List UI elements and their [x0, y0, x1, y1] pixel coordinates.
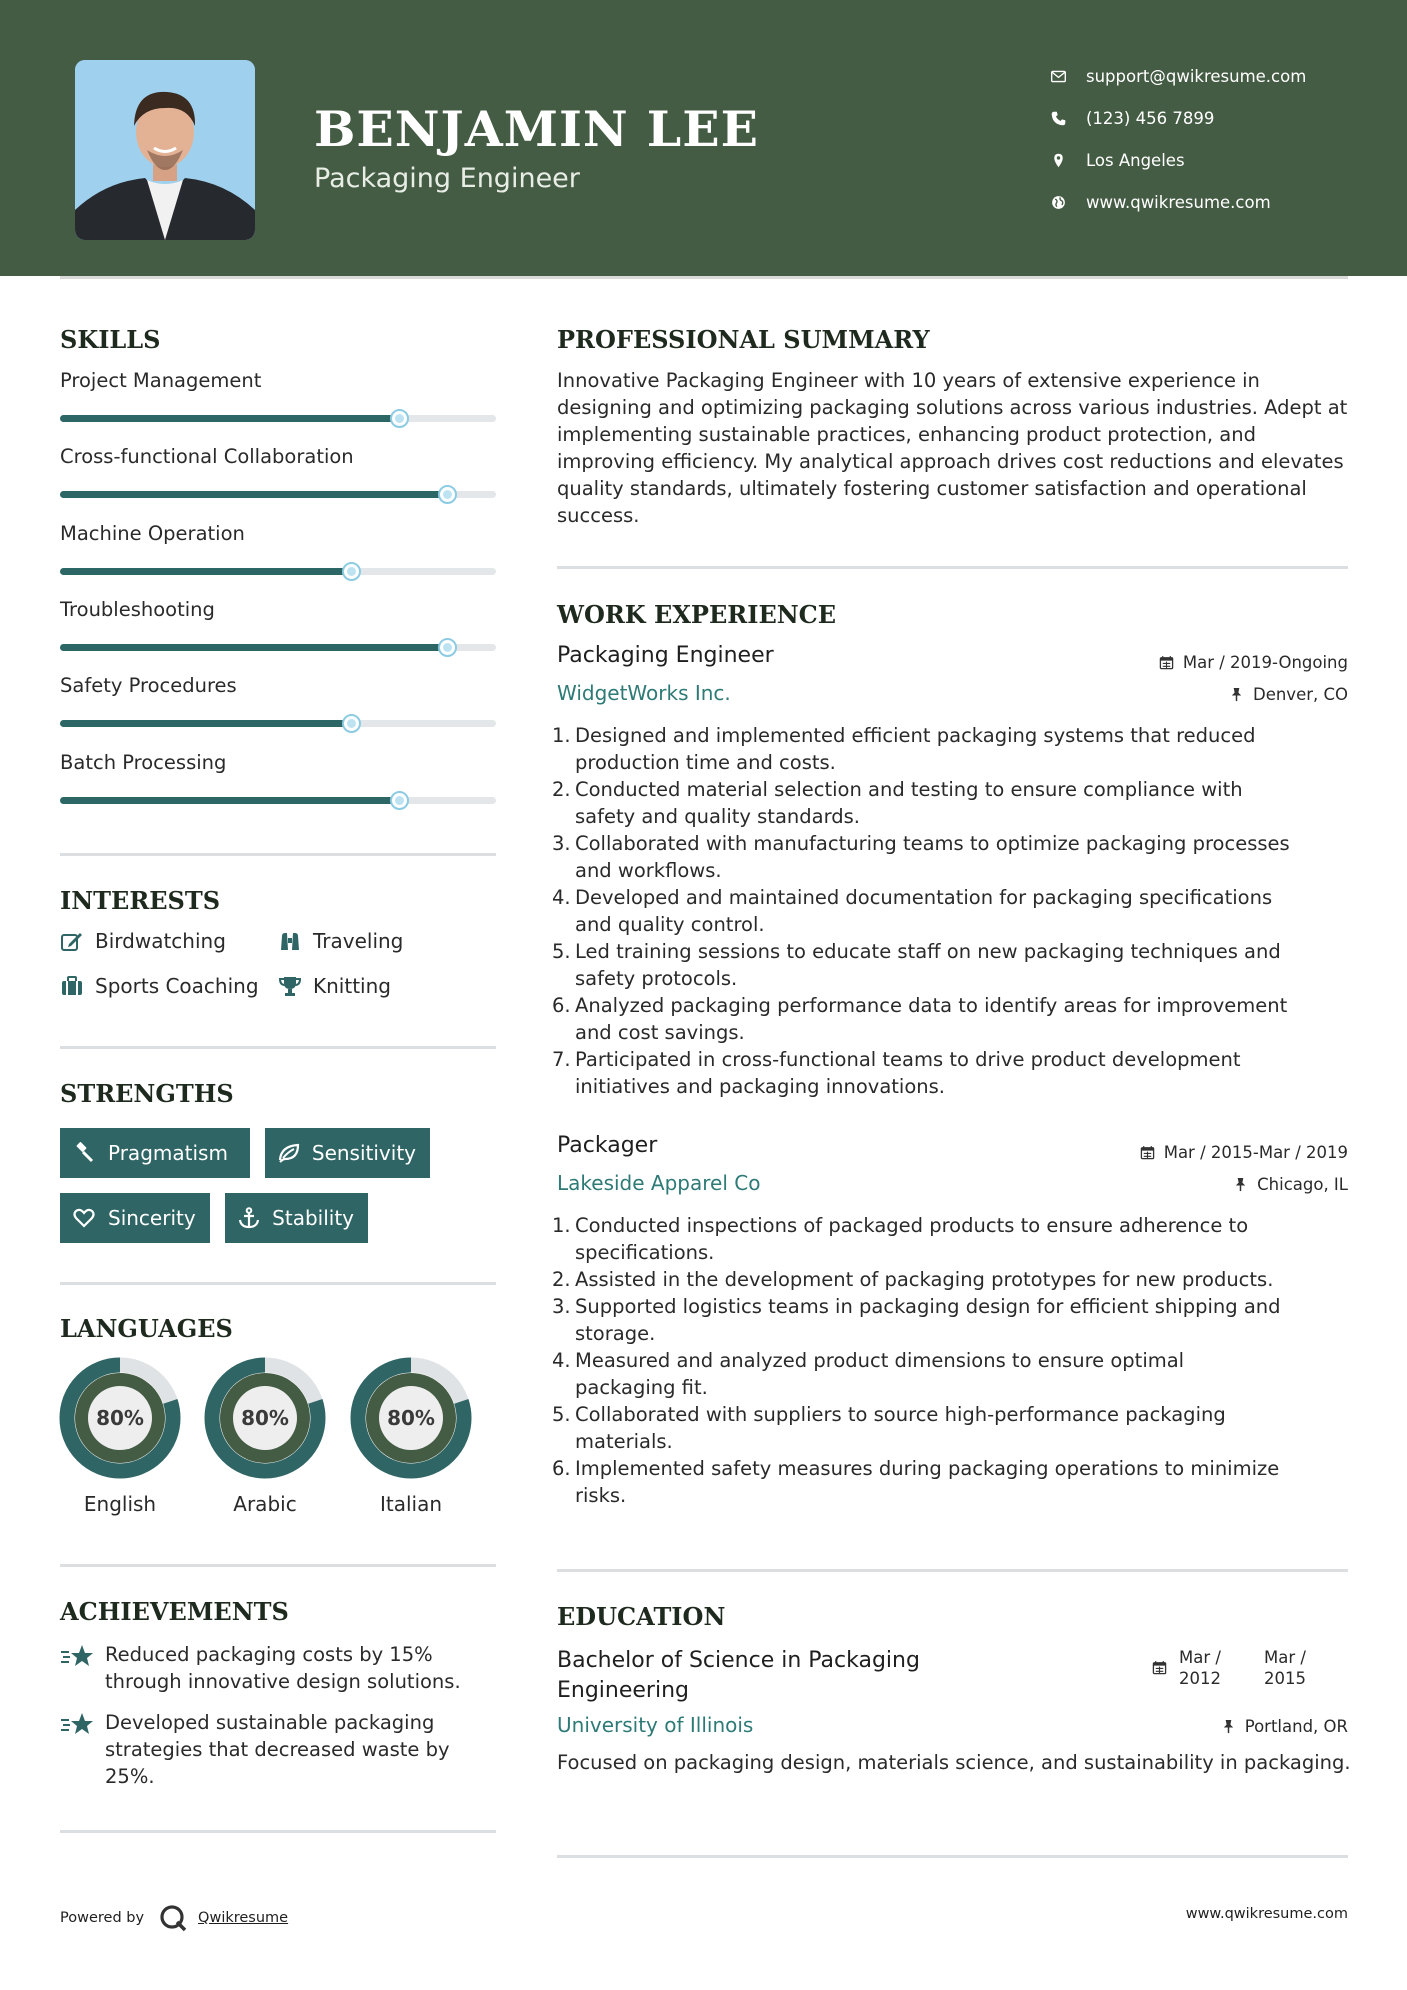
- achievements-divider: [60, 1830, 496, 1833]
- experience-heading: WORK EXPERIENCE: [557, 600, 837, 629]
- interest-label: Traveling: [313, 929, 404, 953]
- skill-level-fill: [60, 644, 448, 651]
- language-name: English: [83, 1492, 157, 1516]
- degree-title: Bachelor of Science in Packaging Engineering: [557, 1648, 920, 1703]
- globe-icon: [1050, 194, 1086, 211]
- shooting-star-icon: [60, 1709, 105, 1790]
- item-number: 2.: [552, 1268, 571, 1291]
- education-divider: [557, 1855, 1348, 1858]
- item-line: specifications.: [575, 1241, 715, 1264]
- item-line: Assisted in the development of packaging prototypes for new products.: [575, 1268, 1274, 1291]
- strengths-divider: [60, 1282, 496, 1285]
- interest-knitting: [278, 974, 391, 998]
- item-line: Conducted inspections of packaged products to ensure adherence to: [575, 1214, 1249, 1237]
- contact-location: [1050, 139, 1390, 181]
- shooting-star-icon: [60, 1641, 105, 1695]
- interests-divider: [60, 1046, 496, 1049]
- item-text: [575, 722, 1256, 776]
- item-line: Analyzed packaging performance data to identify areas for improvement: [575, 994, 1288, 1017]
- envelope-icon: [1050, 68, 1086, 85]
- item-number: 4.: [552, 886, 571, 909]
- strength-label: Pragmatism: [108, 1141, 228, 1165]
- achievement-item: [60, 1709, 500, 1790]
- languages-divider: [60, 1564, 496, 1567]
- interest-label: Birdwatching: [95, 929, 226, 953]
- summary-divider: [557, 566, 1348, 569]
- job-title: Packaging Engineer: [557, 643, 774, 668]
- language-donut: [204, 1357, 326, 1479]
- interest-label: Knitting: [313, 974, 391, 998]
- item-number: 6.: [552, 1457, 571, 1480]
- language-name: Italian: [379, 1492, 443, 1516]
- strength-label: Stability: [272, 1206, 354, 1230]
- job-responsibilities: [552, 722, 1352, 1100]
- language-percent: 80%: [96, 1406, 144, 1430]
- item-text: [575, 776, 1243, 830]
- pushpin-icon: [1221, 1719, 1236, 1734]
- company-name[interactable]: WidgetWorks Inc.: [557, 681, 731, 705]
- item-line: Designed and implemented efficient packaging systems that reduced: [575, 724, 1256, 747]
- item-number: 4.: [552, 1349, 571, 1372]
- skill-level-track: [60, 491, 496, 498]
- strengths-heading: STRENGTHS: [60, 1079, 234, 1108]
- languages-heading: LANGUAGES: [60, 1314, 233, 1343]
- calendar-icon: [1152, 1660, 1167, 1675]
- language-percent: 80%: [241, 1406, 289, 1430]
- language-donut: [350, 1357, 472, 1479]
- language-donut: [59, 1357, 181, 1479]
- item-text: [575, 1046, 1241, 1100]
- item-line: and quality control.: [575, 913, 765, 936]
- strength-sensitivity: [265, 1128, 430, 1178]
- responsibility-item: [552, 1293, 1352, 1347]
- skill-level-knob: [342, 562, 361, 581]
- item-line: Measured and analyzed product dimensions to ensure optimal: [575, 1349, 1185, 1372]
- experience-divider: [557, 1569, 1348, 1572]
- item-line: Developed and maintained documentation for packaging specifications: [575, 886, 1273, 909]
- item-line: storage.: [575, 1322, 656, 1345]
- education-description: Focused on packaging design, materials science, and sustainability in packaging.: [557, 1751, 1351, 1774]
- skill-level-knob: [438, 485, 457, 504]
- responsibility-item: [552, 1455, 1352, 1509]
- item-number: 1.: [552, 724, 571, 747]
- contact-website-text: www.qwikresume.com: [1086, 192, 1271, 212]
- briefcase-icon: [60, 975, 95, 997]
- interest-birdwatching: [60, 929, 226, 953]
- skill-label: Safety Procedures: [60, 674, 237, 698]
- interest-label: Sports Coaching: [95, 974, 259, 998]
- education-end-date: Mar / 2015: [1264, 1648, 1306, 1688]
- skill-level-track: [60, 797, 496, 804]
- item-line: Collaborated with suppliers to source high-performance packaging: [575, 1403, 1226, 1426]
- skill-label: Cross-functional Collaboration: [60, 445, 354, 469]
- responsibility-item: [552, 884, 1352, 938]
- responsibility-item: [552, 992, 1352, 1046]
- strength-stability: [225, 1193, 368, 1243]
- contact-website[interactable]: [1050, 181, 1390, 223]
- footer-url[interactable]: www.qwikresume.com: [1185, 1906, 1348, 1922]
- item-number: 5.: [552, 940, 571, 963]
- job-location: Denver, CO: [1229, 685, 1348, 704]
- item-text: [575, 938, 1281, 992]
- responsibility-item: [552, 938, 1352, 992]
- resume-header: [0, 0, 1407, 276]
- responsibility-item: [552, 830, 1352, 884]
- item-number: 2.: [552, 778, 571, 801]
- candidate-name: BENJAMIN LEE: [314, 100, 759, 158]
- pushpin-icon: [1229, 687, 1244, 702]
- item-line: Supported logistics teams in packaging design for efficient shipping and: [575, 1295, 1281, 1318]
- skills-heading: SKILLS: [60, 325, 161, 354]
- job-location: Chicago, IL: [1233, 1175, 1348, 1194]
- skill-label: Batch Processing: [60, 750, 227, 774]
- job-dates: Mar / 2015-Mar / 2019: [1140, 1143, 1348, 1162]
- strength-label: Sensitivity: [311, 1141, 416, 1165]
- school-name[interactable]: University of Illinois: [557, 1713, 754, 1737]
- item-text: [575, 1212, 1248, 1266]
- job-title: Packager: [557, 1133, 658, 1158]
- skill-level-fill: [60, 720, 352, 727]
- language-name: Arabic: [233, 1492, 297, 1516]
- skill-level-knob: [390, 409, 409, 428]
- item-text: [575, 1401, 1226, 1455]
- responsibility-item: [552, 1212, 1352, 1266]
- trophy-icon: [278, 975, 313, 997]
- calendar-icon: [1140, 1145, 1155, 1160]
- heart-icon: [72, 1206, 108, 1230]
- achievement-item: [60, 1641, 500, 1695]
- skill-level-knob: [390, 791, 409, 810]
- phone-icon: [1050, 110, 1086, 127]
- pushpin-icon: [1233, 1177, 1248, 1192]
- item-line: Participated in cross-functional teams to drive product development: [575, 1048, 1241, 1071]
- contact-location-text: Los Angeles: [1086, 150, 1185, 170]
- item-text: [575, 1266, 1273, 1293]
- skill-level-fill: [60, 415, 400, 422]
- contact-email-text: support@qwikresume.com: [1086, 66, 1307, 86]
- item-number: 1.: [552, 1214, 571, 1237]
- contact-phone[interactable]: [1050, 97, 1390, 139]
- leaf-icon: [277, 1141, 312, 1165]
- item-line: Implemented safety measures during packaging operations to minimize: [575, 1457, 1280, 1480]
- binoculars-icon: [278, 930, 313, 952]
- achievement-text: Reduced packaging costs by 15% through innovative design solutions.: [105, 1643, 461, 1693]
- skill-level-track: [60, 644, 496, 651]
- skill-level-knob: [438, 638, 457, 657]
- skill-level-track: [60, 720, 496, 727]
- skill-level-fill: [60, 568, 352, 575]
- item-line: risks.: [575, 1484, 627, 1507]
- interests-heading: INTERESTS: [60, 886, 221, 915]
- item-line: and cost savings.: [575, 1021, 745, 1044]
- interest-sports-coaching: [60, 974, 259, 998]
- achievement-text: Developed sustainable packaging strategies that decreased waste by 25%.: [105, 1711, 450, 1788]
- contact-email[interactable]: [1050, 55, 1390, 97]
- job-dates: Mar / 2019-Ongoing: [1159, 653, 1348, 672]
- strength-pragmatism: [60, 1128, 250, 1178]
- item-line: packaging fit.: [575, 1376, 708, 1399]
- strength-label: Sincerity: [108, 1206, 196, 1230]
- item-text: [575, 830, 1290, 884]
- skills-divider: [60, 853, 496, 856]
- header-divider: [60, 276, 1348, 279]
- summary-heading: PROFESSIONAL SUMMARY: [557, 325, 930, 354]
- item-text: [575, 884, 1272, 938]
- item-line: production time and costs.: [575, 751, 836, 774]
- item-text: [575, 1347, 1184, 1401]
- responsibility-item: [552, 722, 1352, 776]
- item-line: and workflows.: [575, 859, 722, 882]
- item-line: Conducted material selection and testing to ensure compliance with: [575, 778, 1243, 801]
- gavel-icon: [72, 1141, 108, 1165]
- skill-level-knob: [342, 714, 361, 733]
- interest-traveling: [278, 929, 403, 953]
- job-responsibilities: [552, 1212, 1352, 1509]
- contact-phone-text: (123) 456 7899: [1086, 108, 1215, 128]
- responsibility-item: [552, 1347, 1352, 1401]
- candidate-title: Packaging Engineer: [314, 163, 580, 194]
- item-line: initiatives and packaging innovations.: [575, 1075, 945, 1098]
- education-start-date: Mar / 2012: [1179, 1648, 1221, 1688]
- item-line: Led training sessions to educate staff on new packaging techniques and: [575, 940, 1281, 963]
- skill-level-fill: [60, 491, 448, 498]
- item-number: 7.: [552, 1048, 571, 1071]
- item-text: [575, 1455, 1279, 1509]
- responsibility-item: [552, 776, 1352, 830]
- qwikresume-logo-icon: [158, 1903, 188, 1933]
- item-line: Collaborated with manufacturing teams to optimize packaging processes: [575, 832, 1290, 855]
- education-calendar: [1152, 1659, 1167, 1680]
- item-text: [575, 992, 1287, 1046]
- skill-level-track: [60, 568, 496, 575]
- responsibility-item: [552, 1401, 1352, 1455]
- skill-label: Machine Operation: [60, 521, 245, 545]
- pencil-square-icon: [60, 930, 95, 952]
- education-location: Portland, OR: [1221, 1717, 1348, 1736]
- responsibility-item: [552, 1266, 1352, 1293]
- education-heading: EDUCATION: [557, 1602, 726, 1631]
- item-number: 3.: [552, 832, 571, 855]
- footer-powered-by: Powered by Qwikresume: [60, 1903, 288, 1933]
- item-number: 3.: [552, 1295, 571, 1318]
- item-line: safety and quality standards.: [575, 805, 860, 828]
- footer-brand-link[interactable]: Qwikresume: [198, 1910, 289, 1926]
- location-pin-icon: [1050, 152, 1086, 169]
- calendar-icon: [1159, 655, 1174, 670]
- item-text: [575, 1293, 1281, 1347]
- item-number: 6.: [552, 994, 571, 1017]
- item-number: 5.: [552, 1403, 571, 1426]
- anchor-icon: [237, 1206, 272, 1230]
- contact-list: [1050, 55, 1390, 223]
- item-line: materials.: [575, 1430, 673, 1453]
- skill-label: Troubleshooting: [60, 597, 215, 621]
- skill-level-fill: [60, 797, 400, 804]
- strength-sincerity: [60, 1193, 210, 1243]
- summary-text: Innovative Packaging Engineer with 10 years of extensive experience in designing and optimizing packaging solutions across various industries. Adept at implementing sustainable practices, enhancing product protection, and improving efficiency. My analytical approach drives cost reductions and elevates quality standards, ultimately fostering customer satisfaction and operational success.: [557, 369, 1348, 527]
- company-name[interactable]: Lakeside Apparel Co: [557, 1171, 761, 1195]
- responsibility-item: [552, 1046, 1352, 1100]
- skill-label: Project Management: [60, 369, 262, 392]
- profile-photo: [75, 60, 255, 240]
- skill-level-track: [60, 415, 496, 422]
- achievements-heading: ACHIEVEMENTS: [60, 1597, 289, 1626]
- language-percent: 80%: [387, 1406, 435, 1430]
- item-line: safety protocols.: [575, 967, 738, 990]
